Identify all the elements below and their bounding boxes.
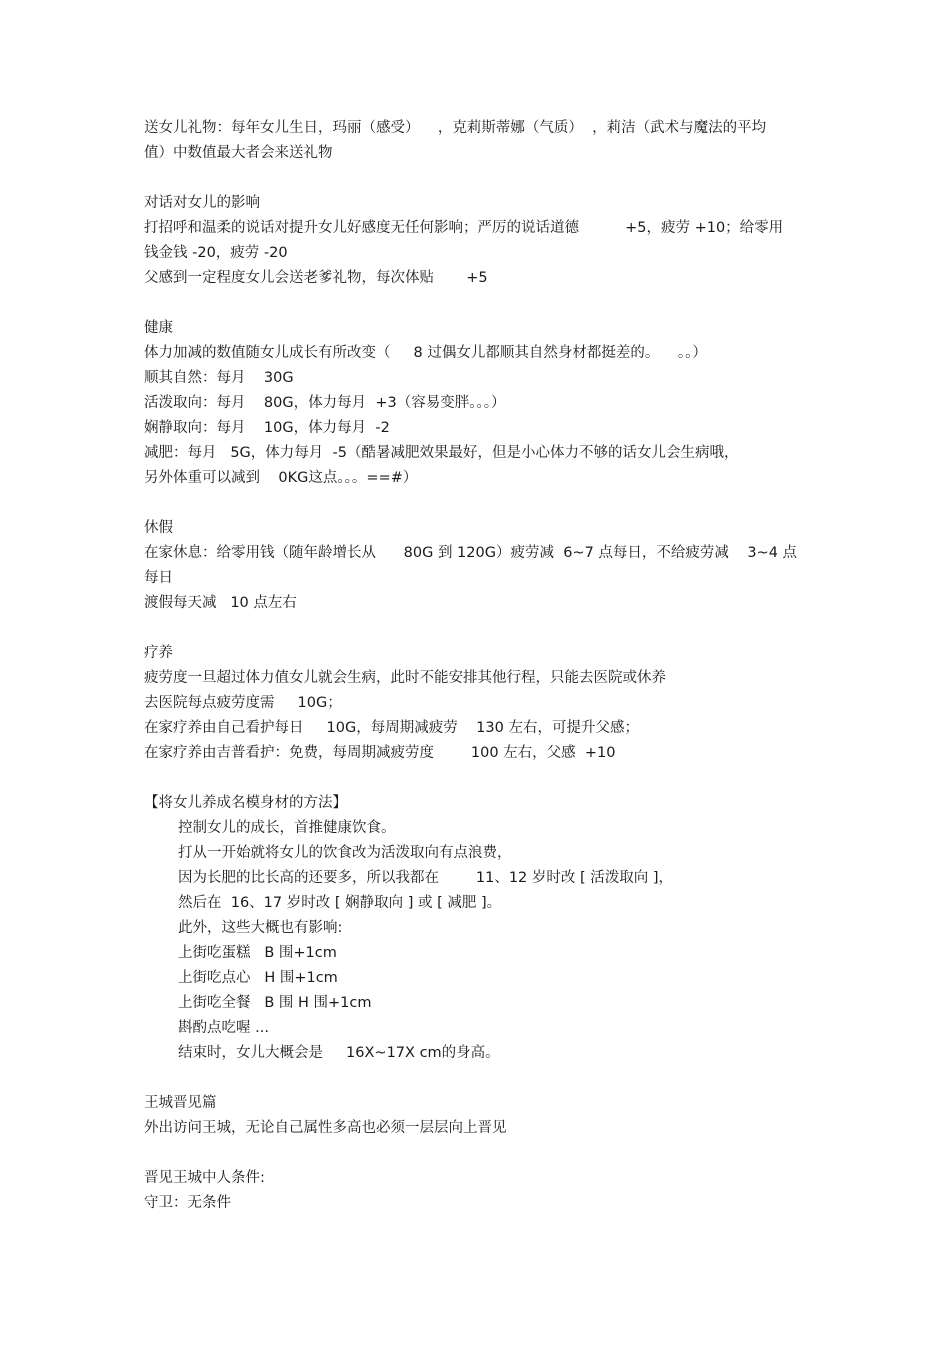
text-line: 外出访问王城，无论自己属性多高也必须一层层向上晋见: [144, 1120, 507, 1136]
text-line: 因为长肥的比长高的还要多，所以我都在 11、12 岁时改 [ 活泼取向 ]，: [178, 870, 674, 886]
text-line: 娴静取向：每月 10G，体力每月 -2: [144, 420, 390, 436]
text-line: 控制女儿的成长，首推健康饮食。: [178, 820, 396, 836]
text-line: 钱金钱 -20，疲劳 -20: [144, 245, 288, 261]
text-line: 每日: [144, 570, 173, 586]
text-line: 减肥：每月 5G，体力每月 -5（酷暑减肥效果最好，但是小心体力不够的话女儿会生病哦，: [144, 445, 739, 461]
text-line: 此外，这些大概也有影响:: [178, 920, 343, 936]
blank-line: [144, 616, 814, 641]
text-line: 渡假每天减 10 点左右: [144, 595, 297, 611]
text-line: 休假: [144, 520, 173, 536]
text-line: 另外体重可以减到 0KG这点。。。==#）: [144, 470, 418, 486]
text-line: 活泼取向：每月 80G，体力每月 +3（容易变胖。。。）: [144, 395, 506, 411]
text-line: 顺其自然：每月 30G: [144, 370, 294, 386]
text-line: 打招呼和温柔的说话对提升女儿好感度无任何影响；严厉的说话道德 +5，疲劳 +10；给零用: [144, 220, 784, 236]
text-line: 健康: [144, 320, 173, 336]
text-line: 打从一开始就将女儿的饮食改为活泼取向有点浪费，: [178, 845, 512, 861]
text-line: 斟酌点吃喔 ...: [178, 1020, 269, 1036]
text-line: 去医院每点疲劳度需 10G；: [144, 695, 342, 711]
blank-line: [144, 491, 814, 516]
text-line: 值）中数值最大者会来送礼物: [144, 145, 333, 161]
blank-line: [144, 291, 814, 316]
text-line: 在家疗养由自己看护每日 10G，每周期减疲劳 130 左右，可提升父感；: [144, 720, 639, 736]
text-line: 然后在 16、17 岁时改 [ 娴静取向 ] 或 [ 减肥 ]。: [178, 895, 502, 911]
text-line: 在家休息：给零用钱（随年龄增长从 80G 到 120G）疲劳减 6~7 点每日，不给疲劳减 3~4 点: [144, 545, 798, 561]
text-line: 【将女儿养成名模身材的方法】: [144, 795, 347, 811]
text-line: 上街吃蛋糕 B 围+1cm: [178, 945, 337, 961]
text-line: 守卫：无条件: [144, 1195, 231, 1211]
text-line: 送女儿礼物：每年女儿生日，玛丽（感受） ，克莉斯蒂娜（气质） ，莉洁（武术与魔法的平均: [144, 120, 767, 136]
text-line: 结束时，女儿大概会是 16X~17X cm的身高。: [178, 1045, 500, 1061]
blank-line: [144, 1066, 814, 1091]
blank-line: [144, 1141, 814, 1166]
text-line: 在家疗养由吉普看护：免费，每周期减疲劳度 100 左右，父感 +10: [144, 745, 616, 761]
text-line: 晋见王城中人条件:: [144, 1170, 265, 1186]
text-line: 王城晋见篇: [144, 1095, 217, 1111]
text-line: 疲劳度一旦超过体力值女儿就会生病，此时不能安排其他行程，只能去医院或休养: [144, 670, 666, 686]
text-line: 父感到一定程度女儿会送老爹礼物，每次体贴 +5: [144, 270, 488, 286]
text-line: 疗养: [144, 645, 173, 661]
text-line: 体力加减的数值随女儿成长有所改变（ 8 过偶女儿都顺其自然身材都挺差的。 。。）: [144, 345, 707, 361]
blank-line: [144, 766, 814, 791]
text-line: 上街吃点心 H 围+1cm: [178, 970, 338, 986]
text-line: 对话对女儿的影响: [144, 195, 260, 211]
text-line: 上街吃全餐 B 围 H 围+1cm: [178, 995, 372, 1011]
blank-line: [144, 166, 814, 191]
document-body: [144, 116, 814, 1216]
